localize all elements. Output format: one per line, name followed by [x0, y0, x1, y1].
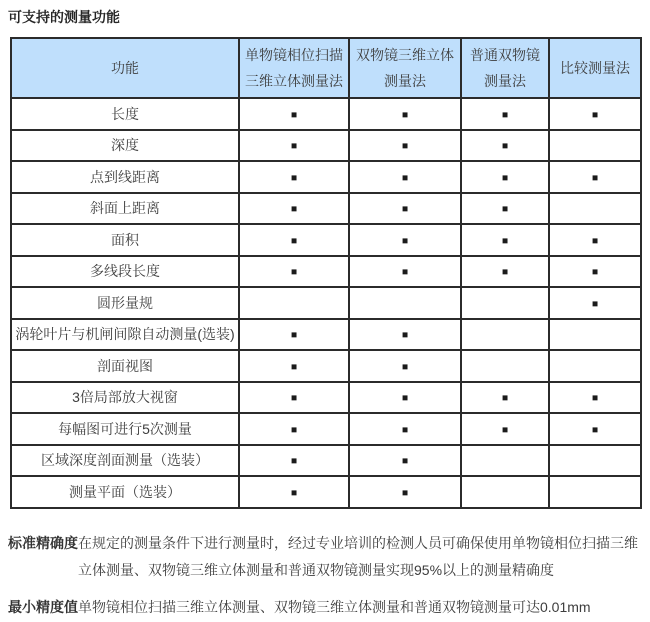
support-marker: ▪	[401, 387, 409, 410]
function-cell: 面积	[11, 224, 239, 256]
measurement-functions-table	[10, 37, 642, 509]
header-line: 比较测量法	[560, 60, 630, 76]
support-marker: ▪	[591, 292, 599, 315]
table-row	[11, 413, 641, 445]
note-label: 最小精度值	[8, 598, 78, 615]
table-row	[11, 319, 641, 351]
support-marker: ▪	[401, 324, 409, 347]
header-line: 普通双物镜	[470, 47, 540, 63]
support-marker: ▪	[401, 135, 409, 158]
support-marker: ▪	[401, 198, 409, 221]
support-cell	[461, 445, 549, 477]
support-cell	[549, 287, 641, 319]
support-cell	[239, 98, 349, 130]
support-marker: ▪	[501, 103, 509, 126]
support-cell	[239, 161, 349, 193]
col-header-normal-dual-lens	[461, 38, 549, 98]
table-row	[11, 130, 641, 162]
support-cell	[461, 319, 549, 351]
function-cell: 深度	[11, 130, 239, 162]
support-cell	[549, 350, 641, 382]
col-header-comparison	[549, 38, 641, 98]
support-cell	[549, 413, 641, 445]
support-marker: ▪	[290, 450, 298, 473]
support-cell	[461, 350, 549, 382]
table-row	[11, 224, 641, 256]
support-cell	[239, 287, 349, 319]
note-text: 在规定的测量条件下进行测量时，经过专业培训的检测人员可确保使用单物镜相位扫描三维立体测量、双物镜三维立体测量和普通双物镜测量实现95%以上的测量精确度	[78, 534, 638, 578]
header-line: 三维立体测量法	[245, 73, 343, 89]
support-cell	[549, 130, 641, 162]
table-row	[11, 350, 641, 382]
support-marker: ▪	[401, 450, 409, 473]
support-marker: ▪	[501, 198, 509, 221]
table-row	[11, 382, 641, 414]
support-marker: ▪	[290, 198, 298, 221]
support-cell	[461, 476, 549, 508]
support-cell	[549, 224, 641, 256]
table-row	[11, 445, 641, 477]
function-cell: 涡轮叶片与机闸间隙自动测量(选装)	[11, 319, 239, 351]
table-row	[11, 161, 641, 193]
support-marker: ▪	[290, 355, 298, 378]
function-cell: 每幅图可进行5次测量	[11, 413, 239, 445]
support-marker: ▪	[591, 418, 599, 441]
support-cell	[461, 98, 549, 130]
function-cell: 区域深度剖面测量（选装）	[11, 445, 239, 477]
support-cell	[461, 382, 549, 414]
support-marker: ▪	[591, 166, 599, 189]
support-cell	[549, 161, 641, 193]
support-marker: ▪	[591, 261, 599, 284]
support-cell	[349, 130, 461, 162]
function-cell: 斜面上距离	[11, 193, 239, 225]
support-marker: ▪	[290, 103, 298, 126]
support-cell	[239, 256, 349, 288]
support-marker: ▪	[401, 229, 409, 252]
table-row	[11, 193, 641, 225]
col-header-function	[11, 38, 239, 98]
support-marker: ▪	[591, 229, 599, 252]
support-cell	[349, 413, 461, 445]
support-cell	[461, 193, 549, 225]
support-cell	[239, 382, 349, 414]
function-cell: 剖面视图	[11, 350, 239, 382]
function-cell: 3倍局部放大视窗	[11, 382, 239, 414]
support-cell	[239, 445, 349, 477]
support-marker: ▪	[401, 261, 409, 284]
support-cell	[549, 476, 641, 508]
support-cell	[461, 130, 549, 162]
support-cell	[349, 287, 461, 319]
support-cell	[239, 130, 349, 162]
support-marker: ▪	[501, 387, 509, 410]
header-line: 测量法	[484, 73, 526, 89]
support-cell	[349, 161, 461, 193]
support-marker: ▪	[401, 166, 409, 189]
support-cell	[549, 193, 641, 225]
table-row	[11, 287, 641, 319]
note-standard-accuracy	[8, 530, 642, 584]
support-cell	[349, 445, 461, 477]
header-line: 双物镜三维立体	[356, 47, 454, 63]
support-cell	[239, 224, 349, 256]
table-row	[11, 256, 641, 288]
support-cell	[239, 193, 349, 225]
col-header-dual-lens-3d	[349, 38, 461, 98]
note-label: 标准精确度	[8, 534, 78, 551]
support-cell	[549, 445, 641, 477]
support-cell	[349, 98, 461, 130]
header-line: 测量法	[384, 73, 426, 89]
col-header-mono-phase-scan-3d	[239, 38, 349, 98]
support-cell	[349, 193, 461, 225]
notes-section	[8, 530, 642, 621]
support-cell	[461, 413, 549, 445]
support-marker: ▪	[290, 387, 298, 410]
support-marker: ▪	[501, 261, 509, 284]
support-cell	[349, 350, 461, 382]
support-cell	[349, 224, 461, 256]
function-cell: 多线段长度	[11, 256, 239, 288]
support-marker: ▪	[401, 481, 409, 504]
support-cell	[461, 256, 549, 288]
header-row	[11, 38, 641, 98]
header-line: 功能	[111, 60, 139, 76]
support-marker: ▪	[591, 387, 599, 410]
support-cell	[549, 98, 641, 130]
support-marker: ▪	[290, 229, 298, 252]
support-marker: ▪	[401, 355, 409, 378]
table-row	[11, 98, 641, 130]
support-marker: ▪	[290, 481, 298, 504]
support-marker: ▪	[290, 418, 298, 441]
support-cell	[349, 256, 461, 288]
support-marker: ▪	[401, 418, 409, 441]
support-cell	[549, 319, 641, 351]
function-cell: 圆形量规	[11, 287, 239, 319]
support-cell	[461, 224, 549, 256]
support-cell	[349, 319, 461, 351]
support-marker: ▪	[290, 324, 298, 347]
support-cell	[239, 350, 349, 382]
support-marker: ▪	[401, 103, 409, 126]
note-minimum-precision	[8, 594, 642, 621]
support-marker: ▪	[501, 229, 509, 252]
support-cell	[461, 161, 549, 193]
support-marker: ▪	[290, 166, 298, 189]
support-marker: ▪	[501, 418, 509, 441]
support-cell	[549, 382, 641, 414]
support-marker: ▪	[591, 103, 599, 126]
support-cell	[239, 413, 349, 445]
note-text: 单物镜相位扫描三维立体测量、双物镜三维立体测量和普通双物镜测量可达0.01mm	[78, 598, 591, 615]
function-cell: 长度	[11, 98, 239, 130]
support-cell	[239, 476, 349, 508]
support-cell	[349, 382, 461, 414]
function-cell: 测量平面（选装）	[11, 476, 239, 508]
support-cell	[239, 319, 349, 351]
support-marker: ▪	[290, 261, 298, 284]
support-cell	[461, 287, 549, 319]
header-line: 单物镜相位扫描	[245, 47, 343, 63]
support-marker: ▪	[501, 135, 509, 158]
support-marker: ▪	[501, 166, 509, 189]
support-marker: ▪	[290, 135, 298, 158]
function-cell: 点到线距离	[11, 161, 239, 193]
table-row	[11, 476, 641, 508]
support-cell	[349, 476, 461, 508]
page-title: 可支持的测量功能	[8, 9, 120, 25]
support-cell	[549, 256, 641, 288]
